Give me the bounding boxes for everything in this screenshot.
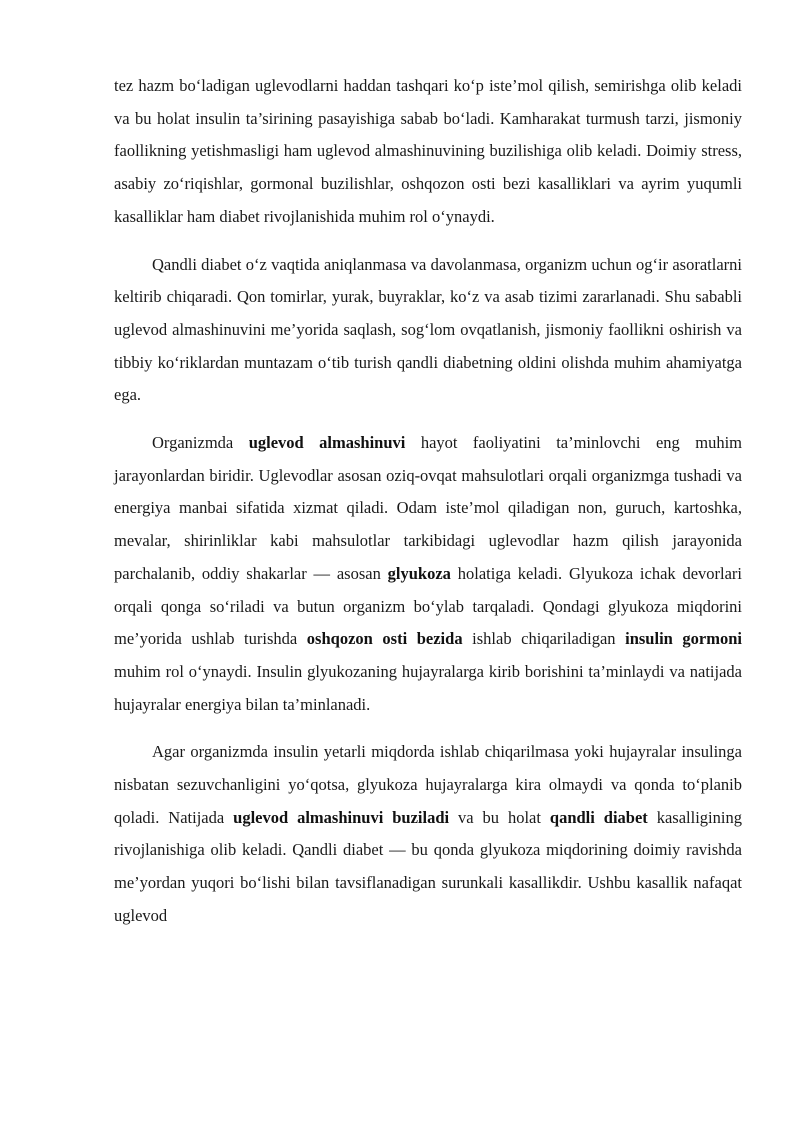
text-segment: tez hazm bo‘ladigan uglevodlarni haddan tashqari ko‘p iste’mol qilish, semirishga olib keladi va bu holat insulin ta’sirining pasayishiga sabab bo‘ladi. Kamharakat turmush tarzi, jismoniy faollikning yetishmasligi ham uglevod almashinuvining buzilishiga olib keladi. Doimiy stress, asabiy zo‘riqishlar, gormonal buzilishlar, oshqozon osti bezi kasalliklari va ayrim yuqumli kasalliklar ham diabet rivojlanishida muhim rol o‘ynaydi. bbox=[114, 76, 742, 226]
paragraph-2 bbox=[114, 249, 742, 413]
bold-term-insulin-gormoni: insulin gormoni bbox=[625, 629, 742, 649]
text-segment: Agar organizmda insulin yetarli miqdorda ishlab chiqarilmasa yoki hujayralar insulinga nisbatan sezuvchanligini yo‘qotsa, glyukoza hujayralarga kira olmaydi va qonda to‘planib qoladi. Natijada bbox=[114, 742, 742, 827]
bold-term-uglevod-almashinuvi-buziladi: uglevod almashinuvi buziladi bbox=[233, 807, 450, 827]
text-segment: muhim rol o‘ynaydi. Insulin glyukozaning hujayralarga kirib borishini ta’minlaydi va natijada hujayralar energiya bilan ta’minlanadi. bbox=[114, 661, 742, 714]
text-segment: ishlab chiqariladigan bbox=[462, 629, 626, 649]
text-segment: kasalligining rivojlanishiga olib keladi. Qandli diabet — bu qonda glyukoza miqdorining doimiy ravishda me’yordan yuqori bo‘lishi bilan tavsiflanadigan surunkali kasallikdir. Ushbu kasallik nafaqat uglevod bbox=[114, 807, 742, 925]
text-segment: Qandli diabet o‘z vaqtida aniqlanmasa va davolanmasa, organizm uchun og‘ir asoratlarni keltirib chiqaradi. Qon tomirlar, yurak, buyraklar, ko‘z va asab tizimi zararlanadi. Shu sababli uglevod almashinuvini me’yorida saqlash, sog‘lom ovqatlanish, jismoniy faollikni oshirish va tibbiy ko‘riklardan muntazam o‘tib turish qandli diabetning oldini olishda muhim ahamiyatga ega. bbox=[114, 254, 742, 405]
text-segment: hayot faoliyatini ta’minlovchi eng muhim jarayonlardan biridir. Uglevodlar asosan oziq-ovqat mahsulotlari orqali organizmga tushadi va energiya manbai sifatida xizmat qiladi. Odam iste’mol qiladigan non, guruch, kartoshka, mevalar, shirinliklar kabi mahsulotlar tarkibidagi uglevodlar hazm qilish jarayonida parchalanib, oddiy shakarlar — asosan bbox=[114, 433, 742, 583]
bold-term-oshqozon-osti-bezida: oshqozon osti bezida bbox=[306, 629, 463, 649]
paragraph-4 bbox=[114, 736, 742, 932]
bold-term-glyukoza: glyukoza bbox=[387, 563, 451, 583]
text-segment: va bu holat bbox=[449, 807, 550, 827]
bold-term-uglevod-almashinuvi: uglevod almashinuvi bbox=[248, 433, 406, 453]
text-segment: Organizmda bbox=[152, 433, 249, 453]
document-page bbox=[114, 70, 742, 948]
bold-term-qandli-diabet: qandli diabet bbox=[549, 807, 648, 827]
paragraph-3 bbox=[114, 427, 742, 721]
paragraph-1 bbox=[114, 70, 742, 234]
text-segment: holatiga keladi. Glyukoza ichak devorlari orqali qonga so‘riladi va butun organizm bo‘ylab tarqaladi. Qondagi glyukoza miqdorini me’yorida ushlab turishda bbox=[114, 563, 742, 649]
